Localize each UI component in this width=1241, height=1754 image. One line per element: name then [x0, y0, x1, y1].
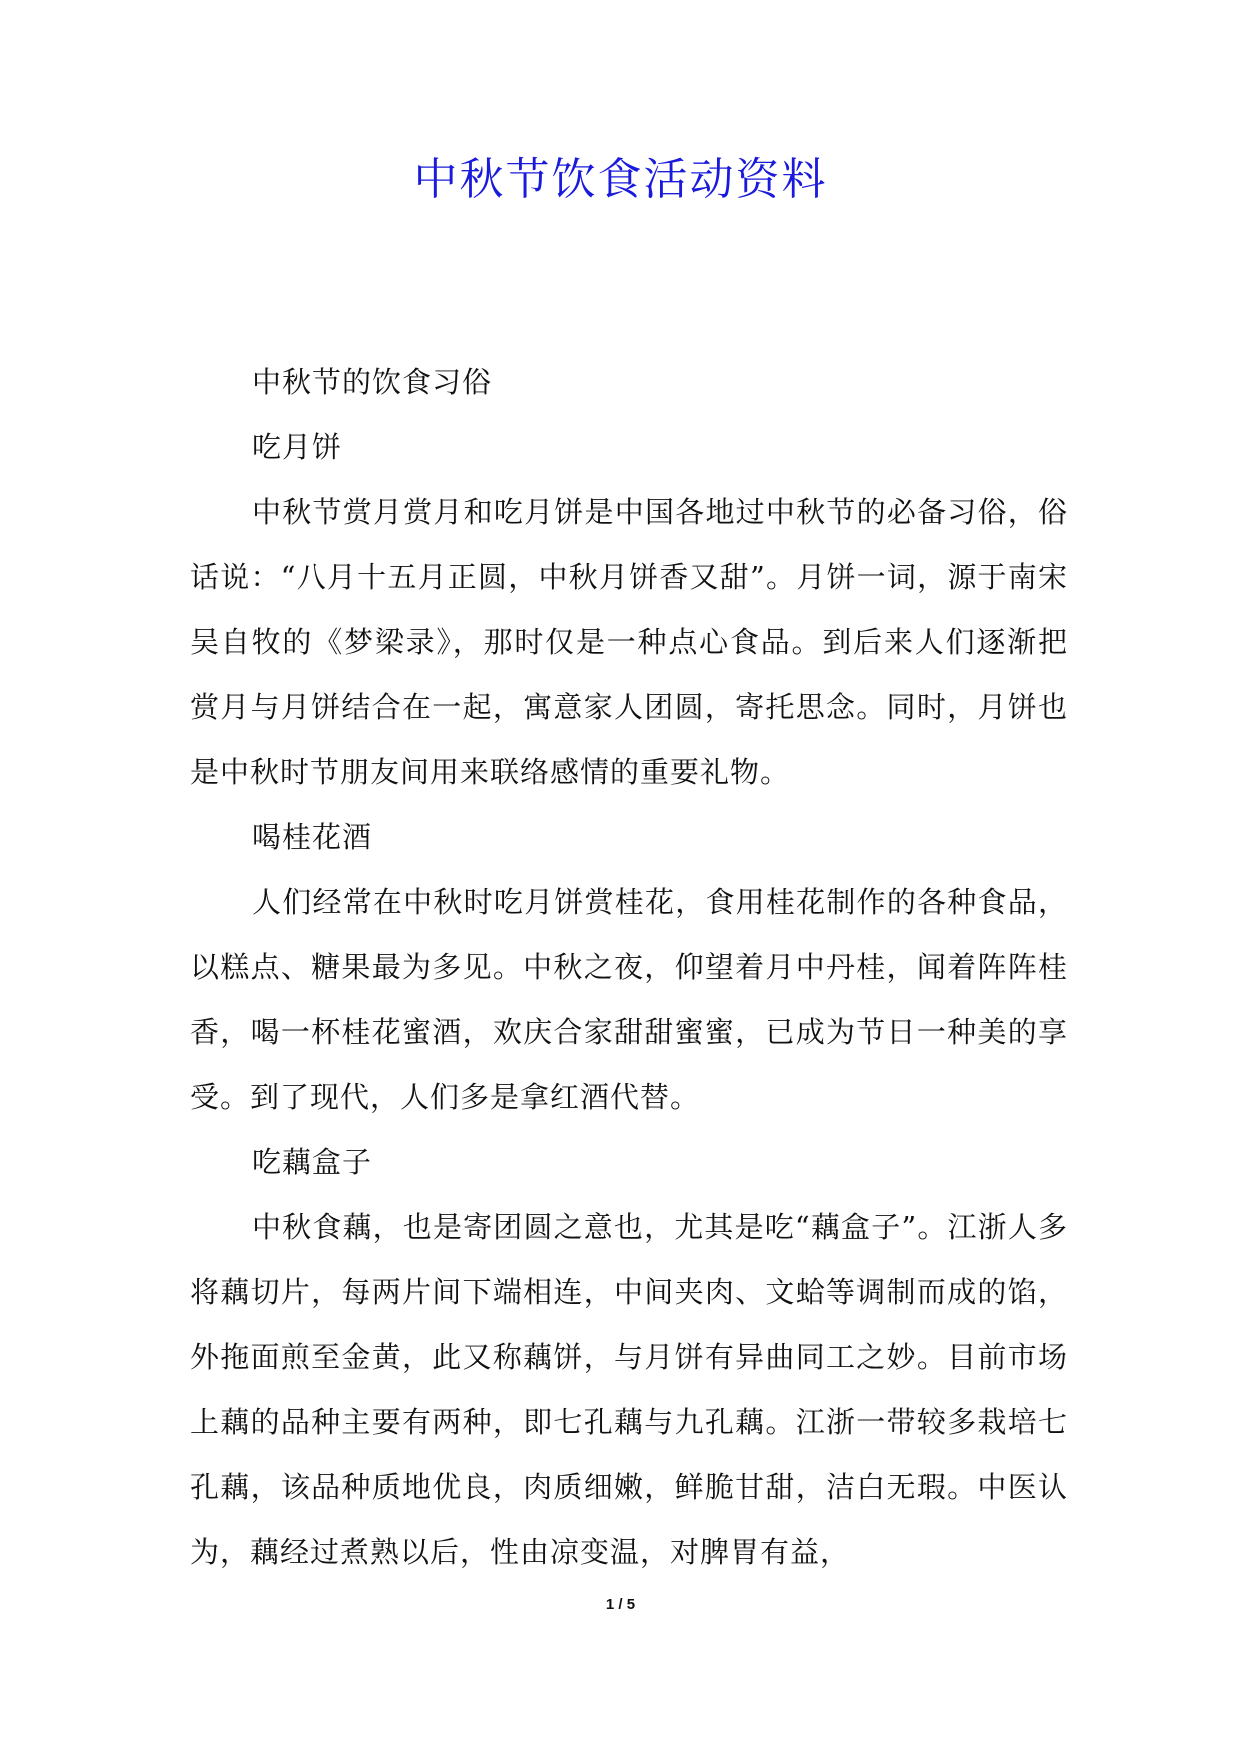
document-title: 中秋节饮食活动资料	[413, 154, 828, 205]
section-heading-lotus-root-box: 吃藕盒子	[252, 1145, 373, 1179]
paragraph-mooncake: 中秋节赏月赏月和吃月饼是中国各地过中秋节的必备习俗，俗话说：“八月十五月正圆，中秋月饼香又甜”。月饼一词，源于南宋吴自牧的《梦梁录》，那时仅是一种点心食品。到后来人们逐渐把赏月与月饼结合在一起，寓意家人团圆，寄托思念。同时，月饼也是中秋时节朋友间用来联络感情的重要礼物。	[190, 495, 1068, 789]
document-body	[190, 350, 1068, 1585]
section-heading-osmanthus-wine: 喝桂花酒	[252, 820, 373, 854]
section-heading-food-customs: 中秋节的饮食习俗	[252, 365, 493, 399]
paragraph-osmanthus-wine: 人们经常在中秋时吃月饼赏桂花，食用桂花制作的各种食品，以糕点、糖果最为多见。中秋之夜，仰望着月中丹桂，闻着阵阵桂香，喝一杯桂花蜜酒，欢庆合家甜甜蜜蜜，已成为节日一种美的享受。到了现代，人们多是拿红酒代替。	[190, 885, 1068, 1114]
page-number: 1 / 5	[605, 1596, 636, 1613]
section-heading-mooncake: 吃月饼	[252, 430, 343, 464]
paragraph-lotus-root-box: 中秋食藕，也是寄团圆之意也，尤其是吃“藕盒子”。江浙人多将藕切片，每两片间下端相连，中间夹肉、文蛤等调制而成的馅，外拖面煎至金黄，此又称藕饼，与月饼有异曲同工之妙。目前市场上藕的品种主要有两种，即七孔藕与九孔藕。江浙一带较多栽培七孔藕，该品种质地优良，肉质细嫩，鲜脆甘甜，洁白无瑕。中医认为，藕经过煮熟以后，性由凉变温，对脾胃有益，	[190, 1210, 1068, 1569]
